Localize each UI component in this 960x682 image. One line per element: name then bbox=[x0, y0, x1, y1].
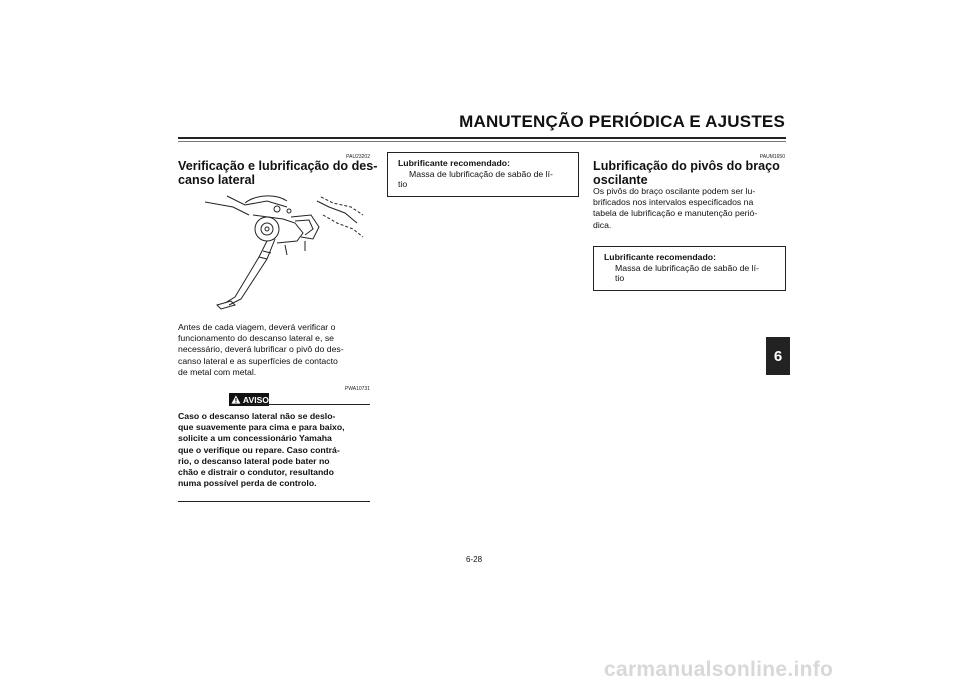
section-heading bbox=[178, 159, 378, 187]
warning-line: numa possível perda de controlo. bbox=[178, 478, 317, 489]
warning-line: rio, o descanso lateral pode bater no bbox=[178, 455, 330, 466]
body-line: canso lateral e as superfícies de contacto bbox=[178, 355, 338, 366]
body-line: Os pivôs do braço oscilante podem ser lu- bbox=[593, 186, 756, 196]
body-line: necessário, deverá lubrificar o pivô do des- bbox=[178, 344, 344, 355]
lubricant-value: tio bbox=[615, 273, 625, 284]
section-heading-line: Lubrificação do pivôs do braço bbox=[593, 159, 780, 173]
warning-line: chão e distrair o condutor, resultando bbox=[178, 467, 334, 478]
lubricant-value: tio bbox=[398, 179, 408, 190]
lubricant-box bbox=[387, 152, 579, 197]
body-line: brificados nos intervalos especificados na bbox=[593, 197, 754, 208]
page-number: 6-28 bbox=[466, 555, 483, 564]
body-line: tabela de lubrificação e manutenção perió- bbox=[593, 208, 758, 219]
section-heading bbox=[593, 159, 793, 187]
watermark: carmanualsonline.info bbox=[604, 658, 834, 681]
warning-line: Caso o descanso lateral não se deslo- bbox=[178, 411, 336, 421]
lubricant-label: Lubrificante recomendado: bbox=[398, 158, 510, 168]
section-heading-line: oscilante bbox=[593, 173, 648, 187]
header-rule-thin bbox=[178, 141, 786, 142]
sidestand-illustration bbox=[205, 193, 365, 311]
section-body bbox=[593, 186, 785, 231]
section-heading-line: canso lateral bbox=[178, 173, 256, 187]
warning-code: PWA10731 bbox=[344, 386, 370, 392]
warning-rule-top bbox=[246, 404, 370, 405]
lubricant-box bbox=[593, 246, 786, 291]
section-code: PAUM1650 bbox=[759, 154, 785, 160]
section-heading-line: Verificação e lubrificação do des- bbox=[178, 159, 378, 173]
section-body bbox=[178, 322, 370, 378]
section-code: PAU23202 bbox=[346, 154, 370, 160]
lubricant-label: Lubrificante recomendado: bbox=[604, 252, 716, 262]
body-line: Antes de cada viagem, deverá verificar o bbox=[178, 322, 336, 332]
warning-line: solicite a um concessionário Yamaha bbox=[178, 433, 332, 444]
warning-rule-bottom bbox=[178, 501, 370, 502]
body-line: dica. bbox=[593, 219, 612, 230]
warning-triangle-icon bbox=[231, 394, 241, 405]
warning-line: que suavemente para cima e para baixo, bbox=[178, 422, 345, 433]
lubricant-value: Massa de lubrificação de sabão de lí- bbox=[615, 262, 759, 273]
warning-text bbox=[178, 411, 370, 489]
warning-line: que o verifique ou repare. Caso contrá- bbox=[178, 444, 340, 455]
lubricant-value: Massa de lubrificação de sabão de lí- bbox=[409, 168, 553, 179]
page-title: MANUTENÇÃO PERIÓDICA E AJUSTES bbox=[459, 112, 785, 131]
body-line: funcionamento do descanso lateral e, se bbox=[178, 333, 334, 344]
chapter-tab[interactable]: 6 bbox=[766, 337, 790, 375]
body-line: de metal com metal. bbox=[178, 366, 257, 377]
warning-label: AVISO bbox=[242, 394, 269, 405]
header-rule bbox=[178, 137, 786, 139]
